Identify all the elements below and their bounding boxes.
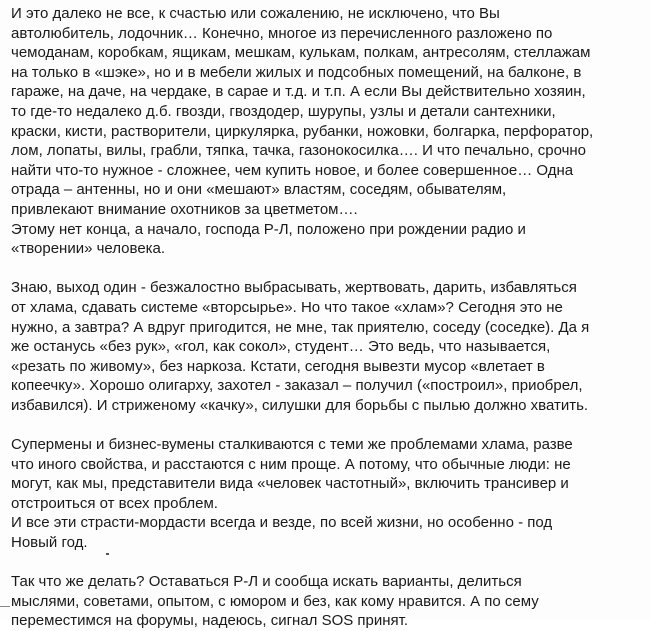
text-line: И это далеко не все, к счастью или сожалению, не исключено, что Вы (11, 5, 500, 22)
paragraph-gap (11, 415, 651, 435)
text-line: же останусь «без рук», «гол, как сокол», студент… Это ведь, что называется, (11, 338, 551, 356)
text-line: найти что-то нужное - сложнее, чем купить новое, и более совершенное… Одна (11, 161, 574, 179)
text-line: на только в «шэке», но и в мебели жилых и подсобных помещений, на балконе, в (11, 63, 582, 81)
paragraph-3 (11, 435, 651, 553)
text-line: отрада – антенны, но и они «мешают» властям, соседям, обывателям, (11, 181, 507, 199)
text-line: избавился). И стриженому «качку», силушки для борьбы с пылью должно хватить. (11, 396, 589, 414)
text-line: Так что же делать? Оставаться Р-Л и сообща искать варианты, делиться (11, 573, 522, 591)
text-line: от хлама, сдавать системе «вторсырье». Но что такое «хлам»? Сегодня это не (11, 298, 563, 316)
text-line: то где-то недалеко д.б. гвозди, гвоздодер, шурупы, узлы и детали сантехники, (11, 102, 556, 120)
text-line: Знаю, выход один - безжалостно выбрасывать, жертвовать, дарить, избавляться (11, 279, 577, 297)
text-line: отстроиться от всех проблем. (11, 494, 218, 512)
paragraph-4 (11, 572, 651, 631)
text-line: гараже, на даче, на чердаке, в сарае и т.д. и т.п. А если Вы действительно хозяин, (11, 83, 586, 101)
scan-dot (106, 553, 109, 555)
text-line: мыслями, советами, опытом, с юмором и без, как кому нравится. А по сему (11, 592, 539, 610)
text-line: копеечку». Хорошо олигарху, захотел - заказал – получил («построил», приобрел, (11, 377, 583, 395)
text-line: привлекают внимание охотников за цветметом…. (11, 200, 358, 218)
paragraph-2 (11, 278, 651, 415)
text-line: Новый год. (11, 534, 88, 552)
text-line: переместимся на форумы, надеюсь, сигнал SOS принят. (11, 612, 409, 630)
text-line: «резать по живому», без наркоза. Кстати, сегодня вывезти мусор «влетает в (11, 357, 545, 375)
text-line: что иного свойства, и расстаются с ним проще. А потому, что обычные люди: не (11, 455, 571, 473)
text-line: нужно, а завтра? А вдруг пригодится, не мне, так приятелю, соседу (соседке). Да я (11, 318, 590, 336)
text-line: Этому нет конца, а начало, господа Р-Л, положено при рождении радио и (11, 220, 526, 238)
text-line: Супермены и бизнес-вумены сталкиваются с теми же проблемами хлама, разве (11, 436, 573, 454)
text-line: могут, как мы, представители вида «человек частотный», включить трансивер и (11, 475, 569, 493)
text-line: краски, кисти, растворители, циркулярка, рубанки, ножовки, болгарка, перфоратор, (11, 122, 594, 140)
text-line: лом, лопаты, вилы, грабли, тяпка, тачка, газонокосилка…. И что печально, срочно (11, 142, 587, 160)
paragraph-gap (11, 553, 651, 573)
paragraph-1 (11, 4, 651, 259)
text-line: чемоданам, коробкам, ящикам, мешкам, кулькам, полкам, антресолям, стеллажам (11, 44, 591, 62)
article-body (11, 4, 651, 631)
text-line: автолюбитель, лодочник… Конечно, многое из перечисленного разложено по (11, 24, 553, 42)
paragraph-gap (11, 259, 651, 279)
scan-edge-line (0, 606, 10, 607)
text-line: «творении» человека. (11, 240, 166, 258)
text-line: И все эти страсти-мордасти всегда и везде, по всей жизни, но особенно - под (11, 514, 553, 532)
